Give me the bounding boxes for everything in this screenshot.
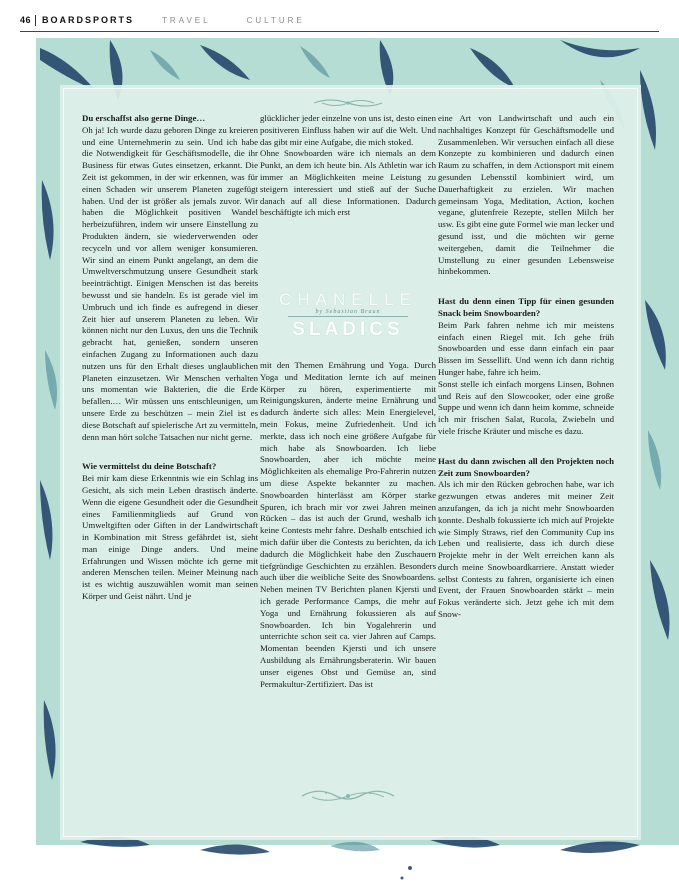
answer-paragraph: mit den Themen Ernährung und Yoga. Durch Yoga und Meditation lernte ich auf meinen Körper zu hören, experimentierte mit Reinigungskuren, änderte meine Ernährung und dadurch änderte sich alles: Mein Energielevel, mein Fokus, meine Zufriedenheit. Und ich merkte, dass ich noch eine größere Aufgabe für mich habe als Snowboarden. Ich liebe Snowboarden, aber ich möchte meine Möglichkeiten als ehemalige Pro-Fahrerin nutzen um diese Aspekte bekannter zu machen. Snowboarden hinterlässt am Körper starke Spuren, ich brach mir vor zwei Jahren meinen Rücken – das ist auch der Grund, weshalb ich keine Contests mehr fahre. Deshalb entschied ich mich dafür über die Contests zu berichten, da ich dadurch die Möglichkeit habe den Zuschauern tiefgründige Geschichten zu erzählen. Besonders auch über die weibliche Seite des Snowboardens. Neben meinen TV Berichten planen Kjersti und ich gerade Performance Camps, die mehr auf Yoga und Ernährung fokussieren als auf Snowboarden. Ich bin Yogalehrerin und unterrichte schon seit ca. vier Jahren auf Camps. Momentan beenden Kjersti und ich unsere Ausbildung als Ernährungsberaterin. Wir bauen unser eigenes Obst und Gemüse an, sind Permakultur-Zertifiziert. Das ist xyxy=(260,360,436,689)
ornament-divider-bottom xyxy=(298,785,398,807)
section-label-travel: TRAVEL xyxy=(162,15,211,25)
article-column-2-continued xyxy=(260,360,436,690)
article-column-3 xyxy=(438,113,614,621)
section-label-boardsports: BOARDSPORTS xyxy=(42,15,135,25)
question-heading: Wie vermittelst du deine Botschaft? xyxy=(82,461,217,472)
answer-paragraph: Als ich mir den Rücken gebrochen habe, war ich gezwungen etwas anderes mit meiner Zeit anzufangen, da ich ja nicht mehr Snowboarden konnte. Deshalb fokussierte ich mich auf Projekte wie Simply Straws, rief den Community Cup ins Leben und realisierte, dass ich durch diese Projekte mehr in der Welt erreichen kann als durch meine Snowboardkarriere. Anstatt wieder selbst Contests zu fahren, organisierte ich einen Event, der Frauen Snowboarden stärkt – mein Fokus veränderte sich. Jetzt gehe ich mit dem Snow- xyxy=(438,479,614,620)
question-heading: Hast du denn einen Tipp für einen gesunden Snack beim Snowboarden? xyxy=(438,296,614,318)
answer-paragraph: Sonst stelle ich einfach morgens Linsen, Bohnen und Reis auf den Slowcooker, oder eine große Suppe und wenn ich dann heim komme, schneide ich mir frischen Salat, Rucola, Zwiebeln und viele frische Kräuter und mische es dazu. xyxy=(438,378,614,436)
answer-paragraph: Bei mir kam diese Erkenntnis wie ein Schlag ins Gesicht, als sich mein Leben drastisch änderte. Wenn die eigene Gesundheit oder die Gesundheit eines Familienmitglieds auf Grund von Umweltgiften oder Giften in der Landwirtschaft in Kombination mit Stress gefährdet ist, sieht man einige Dinge anders. Und meine Erfahrungen und Wissen möchte ich gerne mit anderen Menschen teilen. Meiner Meinung nach ist es wichtig auszuwählen womit man seinen Körper und Geist nährt. Und je xyxy=(82,473,258,602)
title-byline: by Sebastian Braun xyxy=(288,308,408,317)
question-heading: Du erschaffst also gerne Dinge… xyxy=(82,113,206,123)
question-heading: Hast du dann zwischen all den Projekten noch Zeit zum Snowboarden? xyxy=(438,455,614,478)
article-title xyxy=(256,290,440,341)
article-column-2 xyxy=(260,113,436,219)
article-column-1 xyxy=(82,113,258,603)
answer-paragraph: Ohne Snowboarden wäre ich niemals an dem Punkt, an dem ich heute bin. Als Athletin war ich immer an Möglichkeiten meine Leistung zu steigern interessiert und stieß auf der Suche danach auf all diese Informationen. Dadurch beschäftigte ich mich erst xyxy=(260,148,436,218)
answer-paragraph: eine Art von Landwirtschaft und auch ein nachhaltiges Konzept für Geschäftsmodelle und Zusammenleben. Wir versuchen einfach all diese Konzepte zu kombinieren und dadurch einen Raum zu schaffen, in dem Actionsport mit einem gesunden Lebensstil kombiniert wird, um Dauerhaftigkeit zu erzielen. Wir machen gemeinsam Yoga, Meditation, Action, kochen vegane, glutenfreie Rezepte, stellen Milch her usw. Es gibt eine gute Formel wie man lecker und gesund isst, und die möchten wir gerne weitergeben, damit die Teilnehmer die Umstellung zu einer gesunden Lebensweise hinbekommen. xyxy=(438,113,614,277)
answer-paragraph: Beim Park fahren nehme ich mir meistens einfach einen Riegel mit. Ich gehe früh Snowboarden und esse dann einfach ein paar Bissen im Sessellift. Und wenn ich dann richtig Hunger habe, fahre ich heim. xyxy=(438,319,614,377)
title-first-name: CHANELLE xyxy=(279,290,417,309)
title-last-name: SLADICS xyxy=(292,319,404,340)
answer-paragraph: glücklicher jeder einzelne von uns ist, desto einen positiveren Einfluss haben wir auf die Welt. Und das gibt mir eine Aufgabe, die mich stoked. xyxy=(260,113,436,147)
ornament-divider-top xyxy=(312,96,384,110)
section-label-culture: CULTURE xyxy=(246,15,305,25)
answer-paragraph: Oh ja! Ich wurde dazu geboren Dinge zu kreieren und eine Unternehmerin zu sein. Und ich habe die Notwendigkeit für Geschäftsmodelle, die ihr Business für etwas Gutes einsetzen, erkannt. Die Zeit ist gekommen, in der wir erkennen, was für einen Schaden wir unserem Planeten zugefügt haben. Und der ist größer als jemals zuvor. Wir haben die Möglichkeit positiven Wandel herbeizuführen, indem wir unsere Einstellung zu Produkten ändern, sie wiederverwenden oder recyceln und vor allem weniger konsumieren. Wir sind an einem Punkt angelangt, an dem die Umweltverschmutzung unsere Gesundheit stark beeinträchtigt. Einigen Menschen ist das bereits bewusst und sie handeln. Es ist gerade viel im Umbruch und ich finde es aufregend in dieser Zeit hier auf unserem Planeten zu leben. Wir können nicht nur den Luxus, den uns die Technik gebracht hat, genießen, sondern unseren einfachen Zugang zu Informationen auch dazu nutzen uns für den Erhalt dieses unglaublichen Planeten einzusetzen. Wir Menschen verhalten uns momentan wie Bakterien, die die Erde befallen.… Wir müssen uns entschleunigen, um unsere Erde zu beschützen – mein Ziel ist es diese Botschaft auf spielerische Art zu vermitteln, denn man hört solche Tatsachen nur nicht gerne. xyxy=(82,124,258,442)
page-number: 46 xyxy=(20,15,32,25)
